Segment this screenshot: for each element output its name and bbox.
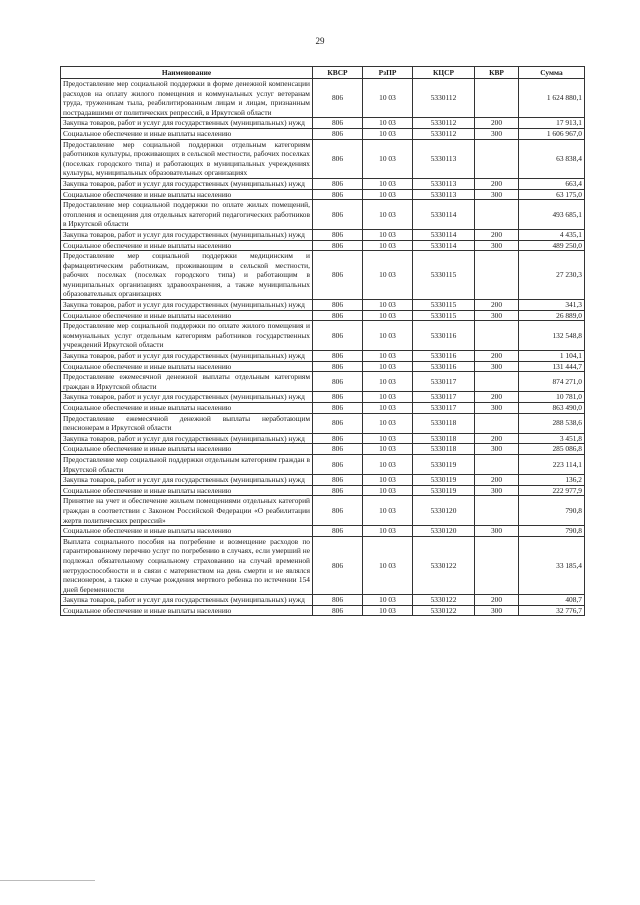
cell-kcsr: 5330122	[413, 605, 475, 616]
cell-rzpr: 10 03	[363, 444, 413, 455]
cell-name: Предоставление мер социальной поддержки отдельным категориям граждан в Иркутской области	[61, 454, 313, 474]
cell-kvsr: 806	[313, 595, 363, 606]
cell-name: Социальное обеспечение и иные выплаты населению	[61, 240, 313, 251]
header-kvr: КВР	[475, 67, 519, 79]
cell-kvr: 300	[475, 189, 519, 200]
cell-kvr	[475, 251, 519, 300]
header-kvsr: КВСР	[313, 67, 363, 79]
cell-sum: 1 606 967,0	[519, 128, 585, 139]
cell-rzpr: 10 03	[363, 139, 413, 178]
cell-kvsr: 806	[313, 118, 363, 129]
cell-kvsr: 806	[313, 496, 363, 526]
cell-name: Социальное обеспечение и иные выплаты населению	[61, 361, 313, 372]
cell-kcsr: 5330118	[413, 413, 475, 433]
cell-rzpr: 10 03	[363, 433, 413, 444]
table-row	[61, 300, 585, 311]
cell-rzpr: 10 03	[363, 454, 413, 474]
table-row	[61, 79, 585, 118]
cell-kvsr: 806	[313, 361, 363, 372]
cell-kvr: 300	[475, 310, 519, 321]
cell-kvsr: 806	[313, 403, 363, 414]
cell-kvsr: 806	[313, 240, 363, 251]
cell-kvr: 300	[475, 485, 519, 496]
scan-artifact-line	[0, 880, 95, 881]
cell-kvr: 200	[475, 475, 519, 486]
cell-name: Предоставление мер социальной поддержки медицинским и фармацевтическим работникам, проживающим в сельской местности, рабочих поселках (поселках городского типа) и работающим в муниципальных организациях здравоохранения, а также муниципальных образовательных организациях	[61, 251, 313, 300]
table-row	[61, 240, 585, 251]
cell-name: Социальное обеспечение и иные выплаты населению	[61, 128, 313, 139]
cell-kcsr: 5330116	[413, 321, 475, 351]
table-row	[61, 475, 585, 486]
cell-sum: 33 185,4	[519, 536, 585, 595]
cell-kvsr: 806	[313, 79, 363, 118]
cell-kvr	[475, 200, 519, 230]
table-row	[61, 229, 585, 240]
cell-name: Социальное обеспечение и иные выплаты населению	[61, 310, 313, 321]
table-row	[61, 118, 585, 129]
cell-sum: 4 435,1	[519, 229, 585, 240]
cell-kvsr: 806	[313, 485, 363, 496]
table-row	[61, 178, 585, 189]
cell-name: Предоставление мер социальной поддержки по оплате жилого помещения и коммунальных услуг отдельным категориям работников государственных учреждений Иркутской области	[61, 321, 313, 351]
table-row	[61, 372, 585, 392]
table-row	[61, 189, 585, 200]
table-row	[61, 361, 585, 372]
cell-sum: 288 538,6	[519, 413, 585, 433]
header-name: Наименование	[61, 67, 313, 79]
cell-kcsr: 5330122	[413, 536, 475, 595]
cell-name: Предоставление мер социальной поддержки отдельным категориям работников культуры, проживающих в сельской местности, рабочих поселках (поселках городского типа) и работающих в муниципальных учреждениях культуры, муниципальных образовательных организациях	[61, 139, 313, 178]
table-row	[61, 403, 585, 414]
cell-kvsr: 806	[313, 526, 363, 537]
cell-kcsr: 5330122	[413, 595, 475, 606]
cell-rzpr: 10 03	[363, 475, 413, 486]
cell-kcsr: 5330116	[413, 361, 475, 372]
cell-rzpr: 10 03	[363, 189, 413, 200]
table-row	[61, 392, 585, 403]
cell-kcsr: 5330119	[413, 454, 475, 474]
cell-kcsr: 5330119	[413, 485, 475, 496]
cell-rzpr: 10 03	[363, 496, 413, 526]
cell-kvsr: 806	[313, 351, 363, 362]
cell-sum: 131 444,7	[519, 361, 585, 372]
cell-kcsr: 5330118	[413, 433, 475, 444]
cell-sum: 663,4	[519, 178, 585, 189]
cell-kvsr: 806	[313, 310, 363, 321]
cell-kvsr: 806	[313, 605, 363, 616]
cell-kcsr: 5330113	[413, 178, 475, 189]
cell-sum: 863 490,0	[519, 403, 585, 414]
cell-kvsr: 806	[313, 433, 363, 444]
cell-kvsr: 806	[313, 413, 363, 433]
cell-sum: 63 838,4	[519, 139, 585, 178]
cell-kcsr: 5330113	[413, 189, 475, 200]
cell-kcsr: 5330115	[413, 310, 475, 321]
cell-kcsr: 5330120	[413, 496, 475, 526]
cell-rzpr: 10 03	[363, 351, 413, 362]
cell-rzpr: 10 03	[363, 128, 413, 139]
cell-kvsr: 806	[313, 178, 363, 189]
cell-kvsr: 806	[313, 229, 363, 240]
cell-name: Предоставление мер социальной поддержки по оплате жилых помещений, отопления и освещения для отдельных категорий педагогических работников в Иркутской области	[61, 200, 313, 230]
cell-kvsr: 806	[313, 444, 363, 455]
table-row	[61, 485, 585, 496]
cell-kvsr: 806	[313, 200, 363, 230]
cell-kvr	[475, 79, 519, 118]
cell-rzpr: 10 03	[363, 300, 413, 311]
header-kcsr: КЦСР	[413, 67, 475, 79]
cell-kcsr: 5330113	[413, 139, 475, 178]
cell-kcsr: 5330120	[413, 526, 475, 537]
table-row	[61, 310, 585, 321]
cell-rzpr: 10 03	[363, 251, 413, 300]
cell-name: Социальное обеспечение и иные выплаты населению	[61, 444, 313, 455]
cell-rzpr: 10 03	[363, 403, 413, 414]
table-row	[61, 536, 585, 595]
table-row	[61, 433, 585, 444]
cell-kvr: 200	[475, 595, 519, 606]
cell-kcsr: 5330114	[413, 240, 475, 251]
cell-kvr: 300	[475, 403, 519, 414]
header-sum: Сумма	[519, 67, 585, 79]
cell-name: Социальное обеспечение и иные выплаты населению	[61, 403, 313, 414]
cell-name: Социальное обеспечение и иные выплаты населению	[61, 189, 313, 200]
cell-name: Закупка товаров, работ и услуг для государственных (муниципальных) нужд	[61, 229, 313, 240]
table-row	[61, 200, 585, 230]
cell-name: Предоставление мер социальной поддержки в форме денежной компенсации расходов на оплату жилого помещения и коммунальных услуг ветеранам труда, труженикам тыла, реабилитированным лицам и лицам, признанным пострадавшими от политических репрессий, в Иркутской области	[61, 79, 313, 118]
cell-sum: 1 104,1	[519, 351, 585, 362]
cell-kvr: 200	[475, 351, 519, 362]
table-row	[61, 605, 585, 616]
cell-name: Закупка товаров, работ и услуг для государственных (муниципальных) нужд	[61, 118, 313, 129]
table-header-row	[61, 67, 585, 79]
cell-rzpr: 10 03	[363, 79, 413, 118]
cell-kcsr: 5330112	[413, 128, 475, 139]
cell-rzpr: 10 03	[363, 361, 413, 372]
cell-kcsr: 5330118	[413, 444, 475, 455]
cell-kvr: 300	[475, 605, 519, 616]
table-row	[61, 128, 585, 139]
cell-kvsr: 806	[313, 321, 363, 351]
cell-sum: 32 776,7	[519, 605, 585, 616]
cell-kvr: 200	[475, 392, 519, 403]
cell-rzpr: 10 03	[363, 321, 413, 351]
cell-name: Закупка товаров, работ и услуг для государственных (муниципальных) нужд	[61, 178, 313, 189]
cell-name: Принятие на учет и обеспечение жильем помещениями отдельных категорий граждан в соответствии с Законом Российской Федерации «О реабилитации жертв политических репрессий»	[61, 496, 313, 526]
cell-kcsr: 5330115	[413, 251, 475, 300]
cell-kvr: 300	[475, 444, 519, 455]
cell-rzpr: 10 03	[363, 595, 413, 606]
cell-kvsr: 806	[313, 372, 363, 392]
cell-name: Закупка товаров, работ и услуг для государственных (муниципальных) нужд	[61, 300, 313, 311]
table-row	[61, 251, 585, 300]
cell-kcsr: 5330114	[413, 200, 475, 230]
budget-table	[60, 66, 585, 616]
cell-sum: 790,8	[519, 496, 585, 526]
cell-sum: 408,7	[519, 595, 585, 606]
cell-kvr	[475, 496, 519, 526]
cell-name: Закупка товаров, работ и услуг для государственных (муниципальных) нужд	[61, 392, 313, 403]
cell-kvr	[475, 139, 519, 178]
cell-sum: 222 977,9	[519, 485, 585, 496]
cell-kcsr: 5330112	[413, 118, 475, 129]
cell-sum: 874 271,0	[519, 372, 585, 392]
cell-rzpr: 10 03	[363, 118, 413, 129]
header-rzpr: РзПР	[363, 67, 413, 79]
cell-kvsr: 806	[313, 128, 363, 139]
cell-kcsr: 5330117	[413, 372, 475, 392]
cell-kcsr: 5330117	[413, 403, 475, 414]
cell-kvsr: 806	[313, 251, 363, 300]
cell-rzpr: 10 03	[363, 605, 413, 616]
cell-sum: 1 624 880,1	[519, 79, 585, 118]
cell-rzpr: 10 03	[363, 413, 413, 433]
cell-name: Закупка товаров, работ и услуг для государственных (муниципальных) нужд	[61, 475, 313, 486]
cell-kvr: 300	[475, 128, 519, 139]
cell-sum: 493 685,1	[519, 200, 585, 230]
table-row	[61, 595, 585, 606]
cell-name: Социальное обеспечение и иные выплаты населению	[61, 526, 313, 537]
cell-sum: 489 250,0	[519, 240, 585, 251]
cell-name: Социальное обеспечение и иные выплаты населению	[61, 605, 313, 616]
cell-rzpr: 10 03	[363, 229, 413, 240]
cell-rzpr: 10 03	[363, 310, 413, 321]
cell-rzpr: 10 03	[363, 178, 413, 189]
cell-sum: 285 086,8	[519, 444, 585, 455]
cell-rzpr: 10 03	[363, 526, 413, 537]
cell-sum: 17 913,1	[519, 118, 585, 129]
table-row	[61, 413, 585, 433]
cell-kvsr: 806	[313, 475, 363, 486]
cell-rzpr: 10 03	[363, 240, 413, 251]
cell-kcsr: 5330112	[413, 79, 475, 118]
cell-rzpr: 10 03	[363, 485, 413, 496]
cell-kvr	[475, 536, 519, 595]
cell-kvsr: 806	[313, 454, 363, 474]
cell-kcsr: 5330114	[413, 229, 475, 240]
cell-name: Закупка товаров, работ и услуг для государственных (муниципальных) нужд	[61, 595, 313, 606]
cell-kvr: 200	[475, 178, 519, 189]
cell-name: Предоставление ежемесячной денежной выплаты неработающим пенсионерам в Иркутской области	[61, 413, 313, 433]
cell-kvr: 200	[475, 433, 519, 444]
table-body	[61, 79, 585, 616]
cell-kvsr: 806	[313, 189, 363, 200]
cell-kvsr: 806	[313, 392, 363, 403]
cell-kvr: 300	[475, 526, 519, 537]
cell-kcsr: 5330115	[413, 300, 475, 311]
cell-rzpr: 10 03	[363, 392, 413, 403]
cell-kvr: 300	[475, 240, 519, 251]
cell-sum: 341,3	[519, 300, 585, 311]
cell-rzpr: 10 03	[363, 536, 413, 595]
cell-kvsr: 806	[313, 536, 363, 595]
cell-rzpr: 10 03	[363, 200, 413, 230]
cell-kvr: 200	[475, 300, 519, 311]
table-row	[61, 139, 585, 178]
cell-name: Предоставление ежемесячной денежной выплаты отдельным категориям граждан в Иркутской области	[61, 372, 313, 392]
cell-sum: 223 114,1	[519, 454, 585, 474]
table-row	[61, 444, 585, 455]
table-row	[61, 496, 585, 526]
cell-name: Закупка товаров, работ и услуг для государственных (муниципальных) нужд	[61, 351, 313, 362]
cell-sum: 27 230,3	[519, 251, 585, 300]
table-row	[61, 526, 585, 537]
cell-kvr: 300	[475, 361, 519, 372]
cell-rzpr: 10 03	[363, 372, 413, 392]
cell-kcsr: 5330116	[413, 351, 475, 362]
cell-sum: 790,8	[519, 526, 585, 537]
cell-kvr: 200	[475, 118, 519, 129]
cell-sum: 63 175,0	[519, 189, 585, 200]
cell-kvr	[475, 413, 519, 433]
cell-kvsr: 806	[313, 139, 363, 178]
page-number: 29	[315, 36, 325, 46]
cell-kvr: 200	[475, 229, 519, 240]
cell-kcsr: 5330119	[413, 475, 475, 486]
cell-kvr	[475, 372, 519, 392]
cell-sum: 26 889,0	[519, 310, 585, 321]
cell-name: Выплата социального пособия на погребение и возмещение расходов по гарантированному перечню услуг по погребению в случаях, если умерший не подлежал обязательному социальному страхованию на случай временной нетрудоспособности и в связи с материнством на день смерти и не являлся пенсионером, а также в случае рождения мертвого ребенка по истечении 154 дней беременности	[61, 536, 313, 595]
cell-kvr	[475, 321, 519, 351]
table-row	[61, 321, 585, 351]
cell-name: Социальное обеспечение и иные выплаты населению	[61, 485, 313, 496]
table-row	[61, 351, 585, 362]
table-row	[61, 454, 585, 474]
cell-kvsr: 806	[313, 300, 363, 311]
cell-name: Закупка товаров, работ и услуг для государственных (муниципальных) нужд	[61, 433, 313, 444]
cell-sum: 132 548,8	[519, 321, 585, 351]
cell-kcsr: 5330117	[413, 392, 475, 403]
cell-kvr	[475, 454, 519, 474]
cell-sum: 136,2	[519, 475, 585, 486]
cell-sum: 10 781,0	[519, 392, 585, 403]
cell-sum: 3 451,8	[519, 433, 585, 444]
